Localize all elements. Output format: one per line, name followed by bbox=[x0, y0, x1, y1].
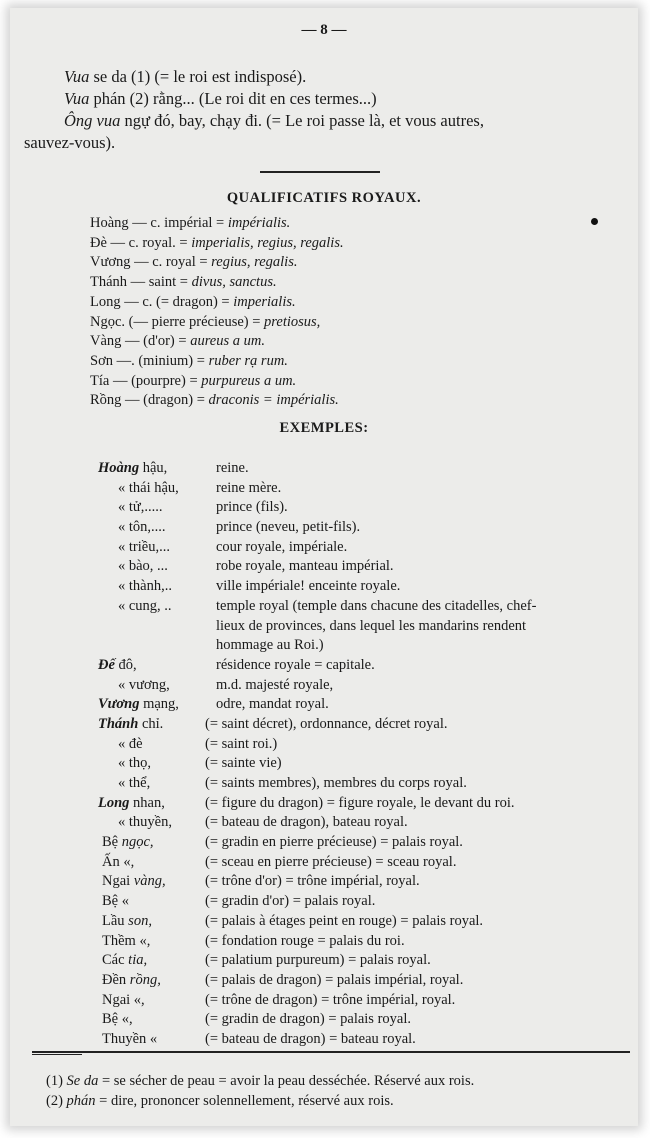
exemple-definition: odre, mandat royal. bbox=[216, 696, 329, 713]
qualificatif-item bbox=[90, 293, 590, 313]
intro-paragraph bbox=[24, 66, 624, 154]
exemple-row bbox=[10, 970, 638, 990]
exemple-definition: prince (fils). bbox=[216, 499, 288, 516]
exemple-definition: (= palais à étages peint en rouge) = palais royal. bbox=[205, 912, 484, 929]
exemple-definition: (= gradin de dragon) = palais royal. bbox=[205, 1011, 411, 1028]
exemple-row bbox=[10, 753, 638, 773]
exemple-definition: (= saints membres), membres du corps royal. bbox=[205, 775, 467, 791]
qualificatif-latin: imperialis. bbox=[233, 293, 296, 310]
exemple-row bbox=[10, 478, 638, 498]
exemple-definition: hommage au Roi.) bbox=[216, 637, 324, 654]
exemple-definition: (= palatium purpureum) = palais royal. bbox=[205, 952, 431, 969]
footnote: (2) phán = dire, prononcer solennellement, réservé aux rois. bbox=[46, 1093, 394, 1109]
qualificatif-item bbox=[90, 214, 590, 234]
footnote-divider bbox=[32, 1051, 630, 1053]
qualificatif-latin: divus, sanctus. bbox=[191, 274, 277, 291]
footnote: (1) Se da = se sécher de peau = avoir la peau desséchée. Réservé aux rois. bbox=[46, 1073, 475, 1089]
qualificatif-term: Long — c. (= dragon) = bbox=[90, 293, 234, 310]
exemple-row bbox=[10, 714, 638, 734]
qualificatif-item bbox=[90, 273, 590, 293]
exemple-row bbox=[10, 832, 638, 852]
exemple-row bbox=[10, 1009, 638, 1029]
exemple-definition: (= sceau en pierre précieuse) = sceau royal. bbox=[205, 853, 457, 870]
exemple-definition: (= bateau de dragon) = bateau royal. bbox=[205, 1030, 416, 1047]
intro-line: Vua phán (2) rằng... (Le roi dit en ces termes...) bbox=[64, 89, 377, 108]
exemple-row bbox=[10, 497, 638, 517]
qualificatif-latin: impérialis. bbox=[227, 215, 291, 231]
qualificatif-latin: aureus a um. bbox=[190, 333, 265, 350]
exemple-definition: (= gradin en pierre précieuse) = palais royal. bbox=[205, 834, 463, 851]
intro-line: sauvez-vous). bbox=[24, 133, 116, 152]
exemple-row bbox=[10, 556, 638, 576]
qualificatif-term: Tía — (pourpre) = bbox=[90, 372, 202, 389]
exemple-definition: (= trône d'or) = trône impérial, royal. bbox=[205, 873, 420, 890]
qualificatif-latin: purpureus a um. bbox=[201, 372, 297, 389]
qualificatif-item bbox=[90, 253, 590, 273]
exemple-definition: temple royal (temple dans chacune des citadelles, chef- bbox=[216, 597, 537, 614]
exemple-row bbox=[10, 517, 638, 537]
exemple-definition: (= saint décret), ordonnance, décret royal. bbox=[205, 715, 448, 732]
exemple-definition: cour royale, impériale. bbox=[216, 538, 348, 555]
exemple-definition: reine mère. bbox=[216, 479, 282, 496]
exemple-definition: lieux de provinces, dans lequel les mandarins rendent bbox=[216, 617, 527, 634]
intro-line: Ông vua ngự đó, bay, chạy đi. (= Le roi passe là, et vous autres, bbox=[64, 111, 484, 130]
exemple-row bbox=[10, 871, 638, 891]
exemple-row bbox=[10, 773, 638, 793]
exemple-row bbox=[10, 655, 638, 675]
qualificatif-item bbox=[90, 352, 590, 372]
exemple-row bbox=[10, 852, 638, 872]
exemple-row bbox=[10, 576, 638, 596]
qualificatif-latin: regius, regalis. bbox=[211, 254, 298, 271]
qualificatif-latin: pretiosus, bbox=[264, 313, 321, 330]
exemple-row bbox=[10, 616, 638, 636]
exemple-definition: résidence royale = capitale. bbox=[216, 656, 375, 673]
exemple-definition: (= palais de dragon) = palais impérial, royal. bbox=[205, 971, 464, 988]
exemple-term: « vương, bbox=[118, 676, 170, 693]
exemple-row bbox=[10, 694, 638, 714]
exemple-row bbox=[10, 596, 638, 616]
footnotes bbox=[46, 1071, 636, 1111]
exemple-term: Thuyền « bbox=[102, 1030, 158, 1047]
exemple-row bbox=[10, 734, 638, 754]
exemple-definition: (= bateau de dragon), bateau royal. bbox=[205, 814, 408, 831]
exemple-definition: prince (neveu, petit-fils). bbox=[216, 519, 361, 536]
qualificatif-item bbox=[90, 313, 590, 333]
exemple-term: Vương mạng, bbox=[98, 696, 179, 713]
qualificatif-latin: imperialis, regius, regalis. bbox=[191, 234, 344, 251]
exemple-definition: (= sainte vie) bbox=[205, 755, 282, 772]
qualificatif-term: Ngọc. (— pierre précieuse) = bbox=[90, 313, 265, 330]
qualificatifs-list bbox=[90, 214, 590, 411]
exemple-term: Thánh chỉ. bbox=[98, 715, 164, 732]
exemple-row bbox=[10, 793, 638, 813]
exemple-definition: (= trône de dragon) = trône impérial, royal. bbox=[205, 991, 456, 1008]
exemple-row bbox=[10, 990, 638, 1010]
exemple-row bbox=[10, 812, 638, 832]
exemple-term: « tử,..... bbox=[118, 499, 163, 516]
exemples-heading: EXEMPLES: bbox=[279, 420, 369, 436]
exemple-term: Các tia, bbox=[102, 952, 148, 969]
exemple-term: « thái hậu, bbox=[118, 479, 179, 496]
exemple-term: Ngai «, bbox=[102, 991, 145, 1008]
exemple-term: Ngai vàng, bbox=[102, 873, 166, 890]
exemple-definition: (= gradin d'or) = palais royal. bbox=[205, 893, 376, 910]
qualificatifs-heading: QUALIFICATIFS ROYAUX. bbox=[226, 190, 422, 206]
exemple-term: Hoàng hậu, bbox=[98, 460, 168, 476]
qualificatif-term: Rồng — (dragon) = bbox=[90, 392, 209, 409]
exemple-row bbox=[10, 635, 638, 655]
qualificatif-term: Hoàng — c. impérial = bbox=[90, 215, 228, 231]
exemple-term: « cung, .. bbox=[118, 597, 172, 614]
exemple-row bbox=[10, 537, 638, 557]
ink-dot bbox=[591, 218, 598, 225]
page-number: — 8 — bbox=[301, 22, 347, 38]
qualificatif-item bbox=[90, 391, 590, 411]
exemple-definition: robe royale, manteau impérial. bbox=[216, 558, 394, 575]
exemple-term: Đế đô, bbox=[98, 656, 137, 673]
qualificatif-item bbox=[90, 332, 590, 352]
exemple-term: « bào, ... bbox=[118, 558, 168, 575]
qualificatif-term: Thánh — saint = bbox=[90, 274, 192, 291]
exemple-term: « thọ, bbox=[118, 755, 152, 772]
qualificatif-latin: ruber rạ rum. bbox=[208, 352, 288, 369]
exemple-term: Long nhan, bbox=[98, 794, 165, 811]
qualificatif-item bbox=[90, 234, 590, 254]
exemple-definition: (= figure du dragon) = figure royale, le devant du roi. bbox=[205, 794, 515, 811]
qualificatif-term: Vàng — (d'or) = bbox=[90, 333, 191, 350]
exemple-term: « tôn,.... bbox=[118, 519, 166, 536]
footnote-divider-short bbox=[32, 1054, 82, 1055]
exemple-term: Bệ « bbox=[102, 893, 129, 910]
exemple-row bbox=[10, 1029, 638, 1049]
exemple-term: « đè bbox=[118, 735, 143, 752]
qualificatif-item bbox=[90, 372, 590, 392]
exemple-term: « thuyền, bbox=[118, 814, 172, 831]
exemple-term: Lầu son, bbox=[102, 912, 152, 929]
exemple-row bbox=[10, 911, 638, 931]
exemple-term: Thềm «, bbox=[102, 932, 151, 949]
exemple-definition: (= fondation rouge = palais du roi. bbox=[205, 932, 405, 949]
exemple-row bbox=[10, 891, 638, 911]
exemple-definition: reine. bbox=[216, 460, 249, 476]
exemple-term: « triều,... bbox=[118, 538, 170, 555]
exemple-definition: m.d. majesté royale, bbox=[216, 676, 334, 693]
exemple-term: « thể, bbox=[118, 775, 151, 791]
exemple-definition: ville impériale! enceinte royale. bbox=[216, 578, 401, 595]
exemple-row bbox=[10, 950, 638, 970]
exemple-term: Ấn «, bbox=[102, 853, 135, 870]
intro-line: Vua se da (1) (= le roi est indisposé). bbox=[64, 67, 307, 86]
exemple-row bbox=[10, 458, 638, 478]
qualificatif-term: Sơn —. (minium) = bbox=[90, 352, 209, 369]
section-divider bbox=[260, 171, 380, 173]
exemple-definition: (= saint roi.) bbox=[205, 735, 278, 752]
exemple-row bbox=[10, 931, 638, 951]
qualificatif-term: Vương — c. royal = bbox=[90, 254, 212, 271]
exemple-term: Bệ ngọc, bbox=[102, 834, 154, 851]
exemples-list bbox=[10, 458, 638, 1049]
qualificatif-term: Đè — c. royal. = bbox=[90, 234, 192, 251]
exemple-term: Bệ «, bbox=[102, 1011, 133, 1028]
qualificatif-latin: draconis = impérialis. bbox=[208, 392, 339, 409]
exemple-term: Đền rồng, bbox=[102, 971, 161, 988]
book-page bbox=[10, 8, 638, 1126]
exemple-term: « thành,.. bbox=[118, 578, 172, 595]
exemple-row bbox=[10, 675, 638, 695]
